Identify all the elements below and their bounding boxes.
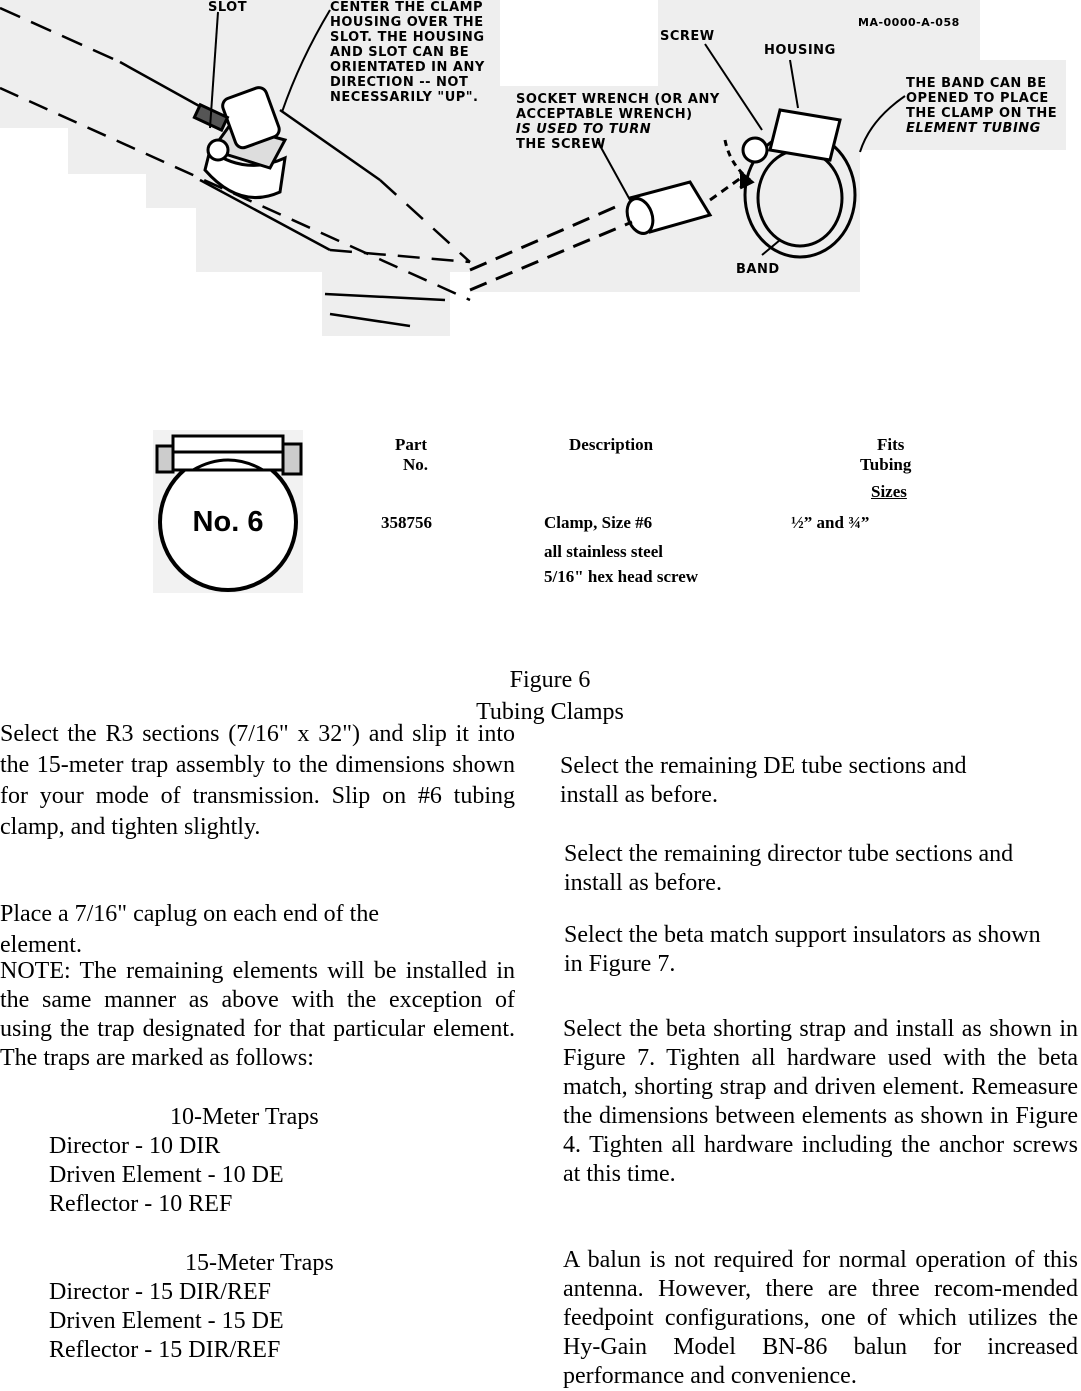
table-cell-description-1: Clamp, Size #6 (544, 513, 653, 532)
traps-10m-heading: 10-Meter Traps (170, 1104, 319, 1130)
table-cell-part-no: 358756 (381, 513, 432, 532)
diagram-code: MA-0000-A-058 (858, 16, 960, 29)
clamp-installation-diagram (0, 0, 1081, 340)
label-center-note: CENTER THE CLAMP HOUSING OVER THE SLOT. THE HOUSING AND SLOT CAN BE ORIENTATED IN ANY DIRECTION -- NOT NECESSARILY "UP". (330, 0, 485, 105)
table-cell-description-2: all stainless steel (544, 542, 663, 561)
label-wrench-note-italic: IS USED TO TURN (516, 122, 652, 137)
clamp-diagram-drawing (0, 0, 1081, 340)
traps-15m-item: Reflector - 15 DIR/REF (49, 1337, 281, 1363)
label-wrench-note-group (516, 92, 720, 152)
right-para-beta-insulators: Select the beta match support insulators as shown in Figure 7. (564, 922, 1041, 977)
figure-number: Figure 6 (509, 667, 591, 693)
figure-title: Tubing Clamps (476, 699, 624, 725)
table-cell-fits: ½” and ¾” (791, 513, 870, 532)
left-para-note: NOTE: The remaining elements will be installed in the same manner as above with the exception of using the trap designated for that particular element. The traps are marked as follows: (0, 958, 515, 1071)
left-para-caplug-line2: element. (0, 932, 82, 958)
table-header-fits: Fits (877, 435, 905, 454)
traps-15m-item: Director - 15 DIR/REF (49, 1279, 271, 1305)
label-band-note-italic: ELEMENT TUBING (906, 121, 1041, 136)
label-screw: SCREW (660, 29, 715, 44)
table-header-sizes-text: Sizes (871, 482, 907, 501)
traps-15m-block (0, 1249, 515, 1365)
label-band-note: THE BAND CAN BE OPENED TO PLACE THE CLAMP ON THE (906, 76, 1058, 121)
traps-10m-item: Reflector - 10 REF (49, 1191, 233, 1217)
label-wrench-note: SOCKET WRENCH (OR ANY ACCEPTABLE WRENCH) (516, 92, 720, 122)
traps-10m-block (0, 1103, 515, 1219)
table-cell-description-3: 5/16" hex head screw (544, 567, 699, 586)
traps-15m-heading: 15-Meter Traps (185, 1250, 334, 1276)
clamp-no6-image (153, 430, 303, 593)
right-para-beta-strap: Select the beta shorting strap and install as shown in Figure 7. Tighten all hardware used with the beta match, shorting strap and driven element. Remeasure the dimensions between elements as shown in Figure 4. Tighten all hardware including the anchor screws at this time. (563, 1016, 1078, 1187)
left-para-caplug-line1: Place a 7/16" caplug on each end of the (0, 901, 379, 927)
right-para-de-sections: Select the remaining DE tube sections and install as before. (560, 753, 967, 808)
label-band-note-group (906, 76, 1057, 136)
table-header-part: Part (395, 435, 428, 454)
clamp-no6-label: No. 6 (192, 506, 264, 538)
table-header-description: Description (569, 435, 654, 454)
table-header-no: No. (403, 455, 429, 474)
right-para-balun: A balun is not required for normal operation of this antenna. However, there are three recom-mended feedpoint configurations, one of which utilizes the Hy-Gain Model BN-86 balun for increased performance and convenience. (563, 1247, 1078, 1389)
left-para-r3-sections: Select the R3 sections (7/16" x 32") and slip it into the 15-meter trap assembly to the dimensions shown for your mode of transmission. Slip on #6 tubing clamp, and tighten slightly. (0, 721, 515, 840)
label-slot: SLOT (208, 0, 248, 15)
left-para-caplug (0, 899, 515, 961)
right-para-director-sections: Select the remaining director tube sections and install as before. (564, 841, 1014, 896)
label-housing: HOUSING (764, 43, 836, 58)
traps-10m-item: Driven Element - 10 DE (49, 1162, 284, 1188)
traps-15m-item: Driven Element - 15 DE (49, 1308, 284, 1334)
traps-10m-item: Director - 10 DIR (49, 1133, 221, 1159)
label-wrench-note-end: THE SCREW (516, 137, 606, 152)
table-header-sizes (871, 482, 907, 502)
label-band: BAND (736, 262, 780, 277)
table-header-tubing: Tubing (860, 455, 912, 474)
